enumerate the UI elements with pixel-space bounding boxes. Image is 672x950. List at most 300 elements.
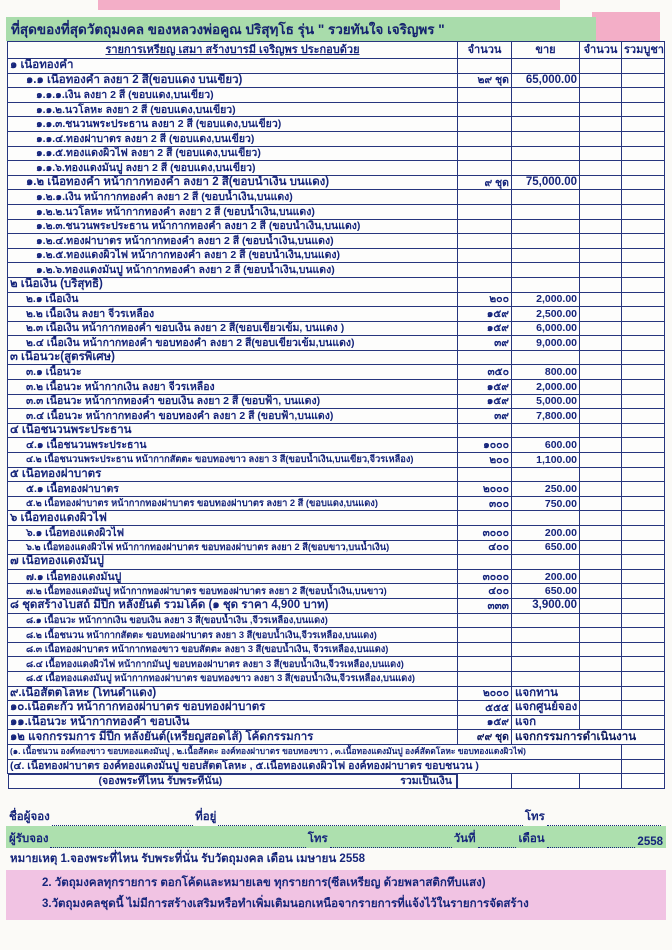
- tot-cell: [622, 715, 665, 730]
- qty-cell: ๒๙ ชุด: [458, 73, 512, 88]
- table-row: [8, 321, 665, 336]
- price-cell: 250.00: [512, 482, 580, 497]
- desc-cell: ๘.๒ เนื้อชนวน หน้ากากสัตตะ ขอบทองฝาบาตร ลงยา 3 สี(ขอบน้ำเงิน,จีวรเหลือง,บนแดง): [8, 628, 458, 643]
- tot-cell: [622, 234, 665, 249]
- qty-cell: [458, 423, 512, 438]
- desc-cell: ๘ ชุดสร้างโบสถ์ มีปีก หลังยันต์ รวมโค้ด (๑ ชุด ราคา 4,900 บาท): [8, 598, 458, 613]
- table-row: [8, 190, 665, 205]
- price-cell: 75,000.00: [512, 175, 580, 190]
- q2-cell: [580, 380, 622, 395]
- tot-cell: [622, 628, 665, 643]
- desc-cell: ๑๑.เนื้อนวะ หน้ากากทองคำ ขอบเงิน: [8, 715, 458, 730]
- table-row: [8, 423, 665, 438]
- table-row: [8, 394, 665, 409]
- date-fill-line: [478, 838, 517, 848]
- table-row: [8, 496, 665, 511]
- tot-cell: [622, 263, 665, 278]
- q2-cell: [580, 117, 622, 132]
- desc-cell: ๙.เนื้อสัตตโลหะ (โทนดำแดง): [8, 686, 458, 701]
- q2-cell: [580, 88, 622, 103]
- qty-cell: [458, 117, 512, 132]
- qty-cell: ๒๐๐๐: [458, 482, 512, 497]
- q2-cell: [580, 774, 622, 789]
- desc-cell: ๘.๔ เนื้อทองแดงผิวไฟ หน้ากากมันปู ขอบทองฝาบาตร ลงยา 3 สี(ขอบน้ำเงิน,จีวรเหลือง,บนแดง): [8, 657, 458, 672]
- desc-cell: ๑๐.เนื้อตะกั่ว หน้ากากทองฝาบาตร ขอบทองฝาบาตร: [8, 701, 458, 716]
- price-cell: [512, 774, 580, 789]
- qty-cell: [458, 131, 512, 146]
- price-cell: 2,500.00: [512, 307, 580, 322]
- q2-cell: [580, 467, 622, 482]
- qty-cell: [458, 102, 512, 117]
- qty-cell: ๓๙: [458, 336, 512, 351]
- desc-cell: ๑.๒.๖.ทองแดงมันปู หน้ากากทองคำ ลงยา 2 สี (ขอบน้ำเงิน,บนแดง): [8, 263, 458, 278]
- qty-cell: ๓๓๓: [458, 598, 512, 613]
- table-row: [8, 628, 665, 643]
- tot-cell: [622, 131, 665, 146]
- desc-cell: (๑. เนื้อชนวน องค์ทองขาว ขอบทองแดงมันปู , ๒.เนื้อสัตตะ องค์ทองฝาบาตร ขอบทองขาว , ๓.เนื้อทองแดงมันปู องค์สัตตโลหะ ขอบทองแดงผิวไฟ): [8, 744, 622, 759]
- table-row: [8, 730, 665, 745]
- q2-cell: [580, 613, 622, 628]
- q2-cell: [580, 161, 622, 176]
- q2-cell: [580, 248, 622, 263]
- table-row: [8, 526, 665, 541]
- tot-cell: [622, 73, 665, 88]
- tot-cell: [622, 598, 665, 613]
- table-row: [8, 336, 665, 351]
- qty-cell: [458, 248, 512, 263]
- price-cell: 650.00: [512, 540, 580, 555]
- desc-cell: ๑.๑.๓.ชนวนพระประธาน ลงยา 2 สี (ขอบแดง,บนเขียว): [8, 117, 458, 132]
- desc-cell: ๑.๑.๖.ทองแดงมันปู ลงยา 2 สี (ขอบแดง,บนเขียว): [8, 161, 458, 176]
- price-cell: [512, 511, 580, 526]
- qty-cell: ๔๐๐: [458, 540, 512, 555]
- price-cell: 2,000.00: [512, 380, 580, 395]
- qty-cell: [458, 59, 512, 74]
- tot-cell: [622, 321, 665, 336]
- table-row: [8, 453, 665, 468]
- column-header-total: รวมบูชา: [622, 42, 665, 59]
- qty-cell: [458, 628, 512, 643]
- price-cell: [512, 204, 580, 219]
- price-cell: แจกทาน: [512, 686, 580, 701]
- table-row: [8, 292, 665, 307]
- price-cell: [512, 190, 580, 205]
- title-bar: [6, 17, 596, 41]
- desc-cell: ๒.๑ เนื้อเงิน: [8, 292, 458, 307]
- q2-cell: [580, 292, 622, 307]
- q2-cell: [580, 321, 622, 336]
- price-cell: 1,100.00: [512, 453, 580, 468]
- tot-cell: [622, 511, 665, 526]
- price-cell: [512, 277, 580, 292]
- q2-cell: [580, 496, 622, 511]
- qty-cell: ๙ ชุด: [458, 175, 512, 190]
- note-line-3: 3.วัตถุมงคลชุดนี้ ไม่มีการสร้างเสริมหรือทำเพิ่มเติมนอกเหนือจากรายการที่แจ้งไว้ในรายการจัดสร้าง: [42, 897, 529, 910]
- q2-cell: [580, 336, 622, 351]
- tot-cell: [622, 613, 665, 628]
- tot-cell: [622, 394, 665, 409]
- qty-cell: ๓๐๐๐: [458, 569, 512, 584]
- tot-cell: [622, 496, 665, 511]
- table-row: [8, 175, 665, 190]
- desc-cell: ๔ เนื้อชนวนพระประธาน: [8, 423, 458, 438]
- table-row: [8, 584, 665, 599]
- qty-cell: ๑๕๙: [458, 321, 512, 336]
- desc-cell: ๖.๒ เนื้อทองแดงผิวไฟ หน้ากากทองฝาบาตร ขอบทองฝาบาตร ลงยา 2 สี(ขอบขาว,บนน้ำเงิน): [8, 540, 458, 555]
- table-row: [8, 350, 665, 365]
- desc-cell: ๑.๑.๔.ทองฝาบาตร ลงยา 2 สี (ขอบแดง,บนเขียว): [8, 131, 458, 146]
- tot-cell: [622, 161, 665, 176]
- desc-cell: ๒.๒ เนื้อเงิน ลงยา จีวรเหลือง: [8, 307, 458, 322]
- price-cell: [512, 59, 580, 74]
- price-cell: [512, 628, 580, 643]
- table-row: [8, 671, 665, 686]
- qty-cell: [458, 190, 512, 205]
- desc-cell: ๓.๒ เนื้อนวะ หน้ากากเงิน ลงยา จีวรเหลือง: [8, 380, 458, 395]
- table-row: [8, 511, 665, 526]
- qty-cell: [458, 234, 512, 249]
- qty-cell: [458, 204, 512, 219]
- price-cell: [512, 467, 580, 482]
- price-cell: [512, 248, 580, 263]
- price-cell: 7,800.00: [512, 409, 580, 424]
- table-row: [8, 204, 665, 219]
- qty-cell: [458, 88, 512, 103]
- tot-cell: [622, 744, 665, 759]
- tot-cell: [622, 59, 665, 74]
- tot-cell: [622, 292, 665, 307]
- tot-cell: [622, 569, 665, 584]
- table-row: [8, 774, 665, 789]
- receiver-label: ผู้รับจอง: [9, 833, 49, 845]
- price-cell: [512, 657, 580, 672]
- table-row: [8, 88, 665, 103]
- qty-cell: ๒๐๐: [458, 453, 512, 468]
- table-row: [8, 263, 665, 278]
- q2-cell: [580, 657, 622, 672]
- receiver-phone-fill-line: [330, 838, 452, 848]
- column-header-qty2: จำนวน: [580, 42, 622, 59]
- price-cell: [512, 263, 580, 278]
- table-row: [8, 657, 665, 672]
- desc-cell: ๑.๒ เนื้อทองคำ หน้ากากทองคำ ลงยา 2 สี(ขอบน้ำเงิน บนแดง): [8, 175, 458, 190]
- desc-cell: ๗ เนื้อทองแดงมันปู: [8, 555, 458, 570]
- notes-pink-block: [6, 870, 666, 920]
- q2-cell: [580, 715, 622, 730]
- qty-cell: ๔๐๐: [458, 584, 512, 599]
- tot-cell: [622, 175, 665, 190]
- desc-cell: ๑.๑ เนื้อทองคำ ลงยา 2 สี(ขอบแดง บนเขียว): [8, 73, 458, 88]
- table-row: [8, 438, 665, 453]
- price-table-body: [8, 59, 665, 789]
- q2-cell: [580, 102, 622, 117]
- price-cell: [512, 613, 580, 628]
- price-cell: [512, 161, 580, 176]
- tot-cell: [622, 657, 665, 672]
- tot-cell: [622, 686, 665, 701]
- desc-cell: ๖.๑ เนื้อทองแดงผิวไฟ: [8, 526, 458, 541]
- column-header-description: รายการเหรียญ เสมา สร้างบารมี เจริญพร ประกอบด้วย: [8, 42, 458, 59]
- price-table: [7, 41, 665, 789]
- price-cell: 2,000.00: [512, 292, 580, 307]
- q2-cell: [580, 59, 622, 74]
- price-cell: 200.00: [512, 526, 580, 541]
- price-cell: 9,000.00: [512, 336, 580, 351]
- table-row: [8, 482, 665, 497]
- address-fill-line: [218, 816, 523, 826]
- tot-cell: [622, 88, 665, 103]
- tot-cell: [622, 482, 665, 497]
- q2-cell: [580, 277, 622, 292]
- price-cell: 750.00: [512, 496, 580, 511]
- qty-cell: [458, 774, 512, 789]
- qty-cell: [458, 219, 512, 234]
- pickup-note: (จองพระที่ไหน รับพระที่นั่น): [98, 775, 223, 788]
- tot-cell: [622, 248, 665, 263]
- q2-cell: [580, 526, 622, 541]
- q2-cell: [580, 438, 622, 453]
- price-cell: [512, 102, 580, 117]
- price-cell: 5,000.00: [512, 394, 580, 409]
- price-cell: 600.00: [512, 438, 580, 453]
- q2-cell: [580, 598, 622, 613]
- price-cell: 200.00: [512, 569, 580, 584]
- receiver-line: [6, 826, 666, 848]
- desc-cell: ๑.๒.๓.ชนวนพระประธาน หน้ากากทองคำ ลงยา 2 สี (ขอบน้ำเงิน,บนแดง): [8, 219, 458, 234]
- receiver-fill-line: [50, 838, 305, 848]
- desc-cell: ๒ เนื้อเงิน (บริสุทธิ์): [8, 277, 458, 292]
- price-cell: แจกกรรมการดำเนินงาน: [512, 730, 665, 745]
- desc-cell: ๗.๑ เนื้อทองแดงมันปู: [8, 569, 458, 584]
- desc-cell: ๑.๑.๒.นวโลหะ ลงยา 2 สี (ขอบแดง,บนเขียว): [8, 102, 458, 117]
- q2-cell: [580, 219, 622, 234]
- price-cell: แจก: [512, 715, 580, 730]
- qty-cell: [458, 642, 512, 657]
- q2-cell: [580, 628, 622, 643]
- q2-cell: [580, 175, 622, 190]
- q2-cell: [580, 423, 622, 438]
- price-cell: [512, 423, 580, 438]
- price-cell: [512, 234, 580, 249]
- price-cell: [512, 671, 580, 686]
- tot-cell: [622, 307, 665, 322]
- title-pink-block: [592, 12, 660, 42]
- desc-cell: ๑.๒.๔.ทองฝาบาตร หน้ากากทองคำ ลงยา 2 สี (ขอบน้ำเงิน,บนแดง): [8, 234, 458, 249]
- table-row: [8, 701, 665, 716]
- tot-cell: [622, 204, 665, 219]
- tot-cell: [622, 438, 665, 453]
- desc-cell: ๘.๕ เนื้อทองแดงมันปู หน้ากากทองฝาบาตร ขอบทองขาว ลงยา 3 สี(ขอบน้ำเงิน,จีวรเหลือง,บนแดง): [8, 671, 458, 686]
- qty-cell: [458, 671, 512, 686]
- price-cell: 800.00: [512, 365, 580, 380]
- page-title: ที่สุดของที่สุดวัตถุมงคล ของหลวงพ่อคูณ ปริสุทฺโธ รุ่น " รวยทันใจ เจริญพร ": [11, 22, 445, 37]
- note-line-2: 2. วัตถุมงคลทุกรายการ ตอกโค้ดและหมายเลข ทุกรายการ(ซีลเหรียญ ด้วยพลาสติกทึบแสง): [42, 876, 486, 889]
- q2-cell: [580, 701, 622, 716]
- price-cell: 65,000.00: [512, 73, 580, 88]
- tot-cell: [622, 701, 665, 716]
- desc-cell: ๗.๒ เนื้อทองแดงมันปู หน้ากากทองฝาบาตร ขอบทองฝาบาตร ลงยา 2 สี(ขอบน้ำเงิน,บนขาว): [8, 584, 458, 599]
- price-cell: [512, 146, 580, 161]
- qty-cell: [458, 511, 512, 526]
- table-header-row: [8, 42, 665, 59]
- price-cell: [512, 350, 580, 365]
- tot-cell: [622, 277, 665, 292]
- desc-cell: ๑.๑.๕.ทองแดงผิวไฟ ลงยา 2 สี (ขอบแดง,บนเขียว): [8, 146, 458, 161]
- price-cell: 3,900.00: [512, 598, 580, 613]
- tot-cell: [622, 365, 665, 380]
- tot-cell: [622, 117, 665, 132]
- column-header-price: ขาย: [512, 42, 580, 59]
- price-cell: [512, 117, 580, 132]
- qty-cell: ๓๕๐: [458, 365, 512, 380]
- table-row: [8, 307, 665, 322]
- table-row: [8, 117, 665, 132]
- tot-cell: [622, 336, 665, 351]
- desc-cell: ๑.๑.๑.เงิน ลงยา 2 สี (ขอบแดง,บนเขียว): [8, 88, 458, 103]
- q2-cell: [580, 453, 622, 468]
- order-form-area: [6, 804, 666, 920]
- tot-cell: [622, 380, 665, 395]
- tot-cell: [622, 584, 665, 599]
- price-cell: [512, 219, 580, 234]
- desc-cell: ๔.๒ เนื้อชนวนพระประธาน หน้ากากสัตตะ ขอบทองขาว ลงยา 3 สี(ขอบน้ำเงิน,บนเขียว,จีวรเหลือง): [8, 453, 458, 468]
- desc-cell: ๓ เนื้อนวะ(สูตรพิเศษ): [8, 350, 458, 365]
- desc-cell: ๒.๓ เนื้อเงิน หน้ากากทองคำ ขอบเงิน ลงยา 2 สี(ขอบเขียวเข้ม, บนแดง ): [8, 321, 458, 336]
- desc-cell: ๔.๑ เนื้อชนวนพระประธาน: [8, 438, 458, 453]
- table-row: [8, 409, 665, 424]
- table-row: [8, 555, 665, 570]
- tot-cell: [622, 759, 665, 774]
- q2-cell: [580, 409, 622, 424]
- tot-cell: [622, 190, 665, 205]
- desc-cell: ๑.๒.๑.เงิน หน้ากากทองคำ ลงยา 2 สี (ขอบน้ำเงิน,บนแดง): [8, 190, 458, 205]
- table-row: [8, 467, 665, 482]
- q2-cell: [580, 190, 622, 205]
- q2-cell: [580, 307, 622, 322]
- desc-cell: ๕.๒ เนื้อทองฝาบาตร หน้ากากทองฝาบาตร ขอบทองฝาบาตร ลงยา 2 สี (ขอบแดง,บนแดง): [8, 496, 458, 511]
- address-label: ที่อยู่: [195, 811, 217, 823]
- qty-cell: [458, 161, 512, 176]
- qty-cell: [458, 263, 512, 278]
- tot-cell: [622, 102, 665, 117]
- table-row: [8, 759, 665, 774]
- tot-cell: [622, 409, 665, 424]
- table-row: [8, 161, 665, 176]
- desc-cell: ๑๒ แจกกรรมการ มีปีก หลังยันต์(เหรียญสอดไส้) โค้ดกรรมการ: [8, 730, 458, 745]
- q2-cell: [580, 686, 622, 701]
- q2-cell: [580, 131, 622, 146]
- qty-cell: ๑๕๙: [458, 715, 512, 730]
- year-value: 2558: [637, 836, 664, 848]
- price-cell: 6,000.00: [512, 321, 580, 336]
- desc-cell: ๖ เนื้อทองแดงผิวไฟ: [8, 511, 458, 526]
- price-cell: แจกศูนย์จอง: [512, 701, 580, 716]
- desc-cell: ๒.๔ เนื้อเงิน หน้ากากทองคำ ขอบทองคำ ลงยา 2 สี(ขอบเขียวเข้ม,บนแดง): [8, 336, 458, 351]
- table-row: [8, 131, 665, 146]
- qty-cell: ๑๕๙: [458, 394, 512, 409]
- table-row: [8, 234, 665, 249]
- qty-cell: ๕๕๕: [458, 701, 512, 716]
- desc-cell: ๕ เนื้อทองฝาบาตร: [8, 467, 458, 482]
- table-row: [8, 365, 665, 380]
- desc-cell: ๑.๒.๕.ทองแดงผิวไฟ หน้ากากทองคำ ลงยา 2 สี (ขอบน้ำเงิน,บนแดง): [8, 248, 458, 263]
- price-cell: [512, 88, 580, 103]
- table-row: [8, 102, 665, 117]
- q2-cell: [580, 234, 622, 249]
- table-row: [8, 277, 665, 292]
- q2-cell: [580, 365, 622, 380]
- qty-cell: [458, 613, 512, 628]
- desc-cell: ๓.๓ เนื้อนวะ หน้ากากทองคำ ขอบเงิน ลงยา 2 สี (ขอบฟ้า, บนแดง): [8, 394, 458, 409]
- q2-cell: [580, 350, 622, 365]
- note-line-1: หมายเหตุ 1.จองพระที่ไหน รับพระที่นั่น รับวัตถุมงคล เดือน เมษายน 2558: [10, 852, 366, 865]
- q2-cell: [580, 511, 622, 526]
- desc-cell: ๓.๑ เนื้อนวะ: [8, 365, 458, 380]
- q2-cell: [580, 146, 622, 161]
- receiver-phone-label: โทร: [307, 833, 328, 845]
- q2-cell: [580, 642, 622, 657]
- q2-cell: [580, 204, 622, 219]
- column-header-qty: จำนวน: [458, 42, 512, 59]
- q2-cell: [580, 555, 622, 570]
- tot-cell: [622, 671, 665, 686]
- qty-cell: [458, 657, 512, 672]
- qty-cell: ๑๕๙: [458, 307, 512, 322]
- table-row: [8, 686, 665, 701]
- desc-cell: (๔. เนื้อทองฝาบาตร องค์ทองแดงมันปู ขอบสัตตโลหะ , ๕.เนื้อทองแดงผิวไฟ องค์ทองฝาบาตร ขอบชนวน ): [8, 759, 622, 774]
- tot-cell: [622, 774, 665, 789]
- q2-cell: [580, 540, 622, 555]
- top-pink-strip: [98, 0, 560, 10]
- q2-cell: [580, 73, 622, 88]
- desc-cell: ๘.๓ เนื้อทองฝาบาตร หน้ากากทองขาว ขอบสัตตะ ลงยา 3 สี(ขอบน้ำเงิน, จีวรเหลือง,บนแดง): [8, 642, 458, 657]
- q2-cell: [580, 482, 622, 497]
- qty-cell: [458, 146, 512, 161]
- phone-fill-line: [547, 816, 661, 826]
- table-row: [8, 380, 665, 395]
- table-row: [8, 598, 665, 613]
- price-cell: 650.00: [512, 584, 580, 599]
- table-row: [8, 248, 665, 263]
- table-row: [8, 642, 665, 657]
- tot-cell: [622, 540, 665, 555]
- date-label: วันที่: [453, 833, 476, 845]
- tot-cell: [622, 467, 665, 482]
- tot-cell: [622, 642, 665, 657]
- qty-cell: ๑๕๙: [458, 380, 512, 395]
- q2-cell: [580, 263, 622, 278]
- orderer-line: [6, 804, 666, 826]
- tot-cell: [622, 146, 665, 161]
- desc-cell: ๑.๒.๒.นวโลหะ หน้ากากทองคำ ลงยา 2 สี (ขอบน้ำเงิน,บนแดง): [8, 204, 458, 219]
- table-row: [8, 540, 665, 555]
- qty-cell: ๒๐๐๐: [458, 686, 512, 701]
- orderer-label: ชื่อผู้จอง: [9, 811, 50, 823]
- tot-cell: [622, 350, 665, 365]
- fo-cell: [8, 774, 458, 789]
- desc-cell: ๘.๑ เนื้อนวะ หน้ากากเงิน ขอบเงิน ลงยา 3 สี(ขอบน้ำเงิน ,จีวรเหลือง,บนแดง): [8, 613, 458, 628]
- tot-cell: [622, 219, 665, 234]
- desc-cell: ๓.๔ เนื้อนวะ หน้ากากทองคำ ขอบทองคำ ลงยา 2 สี (ขอบฟ้า,บนแดง): [8, 409, 458, 424]
- table-row: [8, 744, 665, 759]
- q2-cell: [580, 584, 622, 599]
- qty-cell: ๙๙ ชุด: [458, 730, 512, 745]
- table-row: [8, 569, 665, 584]
- q2-cell: [580, 671, 622, 686]
- table-row: [8, 715, 665, 730]
- price-cell: [512, 131, 580, 146]
- price-cell: [512, 555, 580, 570]
